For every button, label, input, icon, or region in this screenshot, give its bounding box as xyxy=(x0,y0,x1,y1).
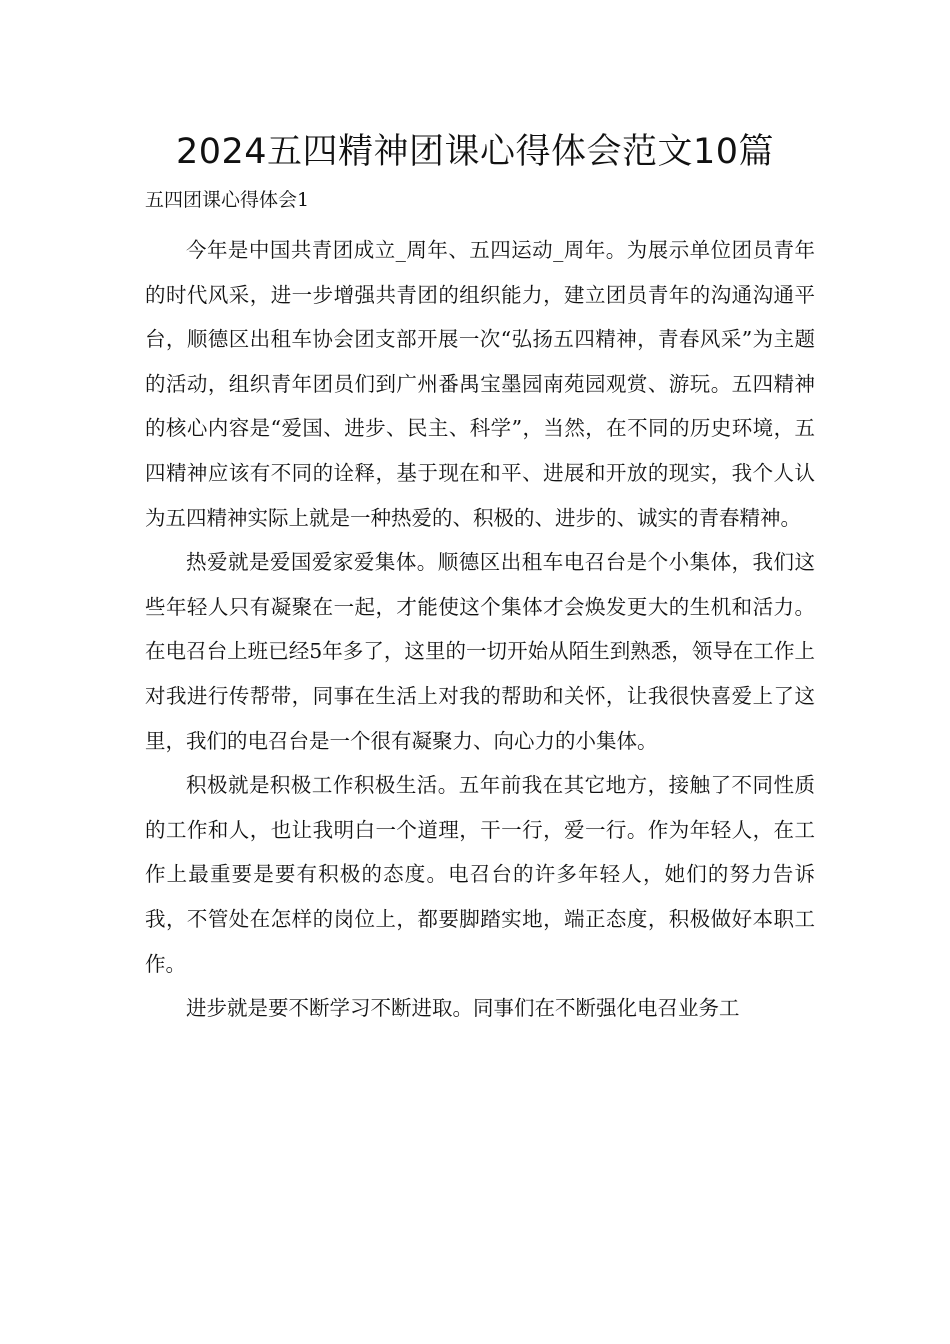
section-heading: 五四团课心得体会1 xyxy=(145,189,310,211)
document-title: 2024五四精神团课心得体会范文10篇 xyxy=(175,132,775,172)
paragraph-2: 热爱就是爱国爱家爱集体。顺德区出租车电召台是个小集体，我们这些年轻人只有凝聚在一起，才能使这个集体才会焕发更大的生机和活力。在电召台上班已经5年多了，这里的一切开始从陌生到熟悉，领导在工作上对我进行传帮带，同事在生活上对我的帮助和关怀，让我很快喜爱上了这里，我们的电召台是一个很有凝聚力、向心力的小集体。 xyxy=(145,550,815,753)
paragraph-1: 今年是中国共青团成立_周年、五四运动_周年。为展示单位团员青年的时代风采，进一步增强共青团的组织能力，建立团员青年的沟通沟通平台，顺德区出租车协会团支部开展一次“弘扬五四精神，青春风采”为主题的活动，组织青年团员们到广州番禺宝墨园南苑园观赏、游玩。五四精神的核心内容是“爱国、进步、民主、科学”，当然，在不同的历史环境，五四精神应该有不同的诠释，基于现在和平、进展和开放的现实，我个人认为五四精神实际上就是一种热爱的、积极的、进步的、诚实的青春精神。 xyxy=(145,238,815,530)
document-body xyxy=(145,228,815,1031)
paragraph-3: 积极就是积极工作积极生活。五年前我在其它地方，接触了不同性质的工作和人，也让我明白一个道理，干一行，爱一行。作为年轻人，在工作上最重要是要有积极的态度。电召台的许多年轻人，她们的努力告诉我，不管处在怎样的岗位上，都要脚踏实地，端正态度，积极做好本职工作。 xyxy=(145,773,815,976)
paragraph-4: 进步就是要不断学习不断进取。同事们在不断强化电召业务工 xyxy=(186,996,740,1021)
